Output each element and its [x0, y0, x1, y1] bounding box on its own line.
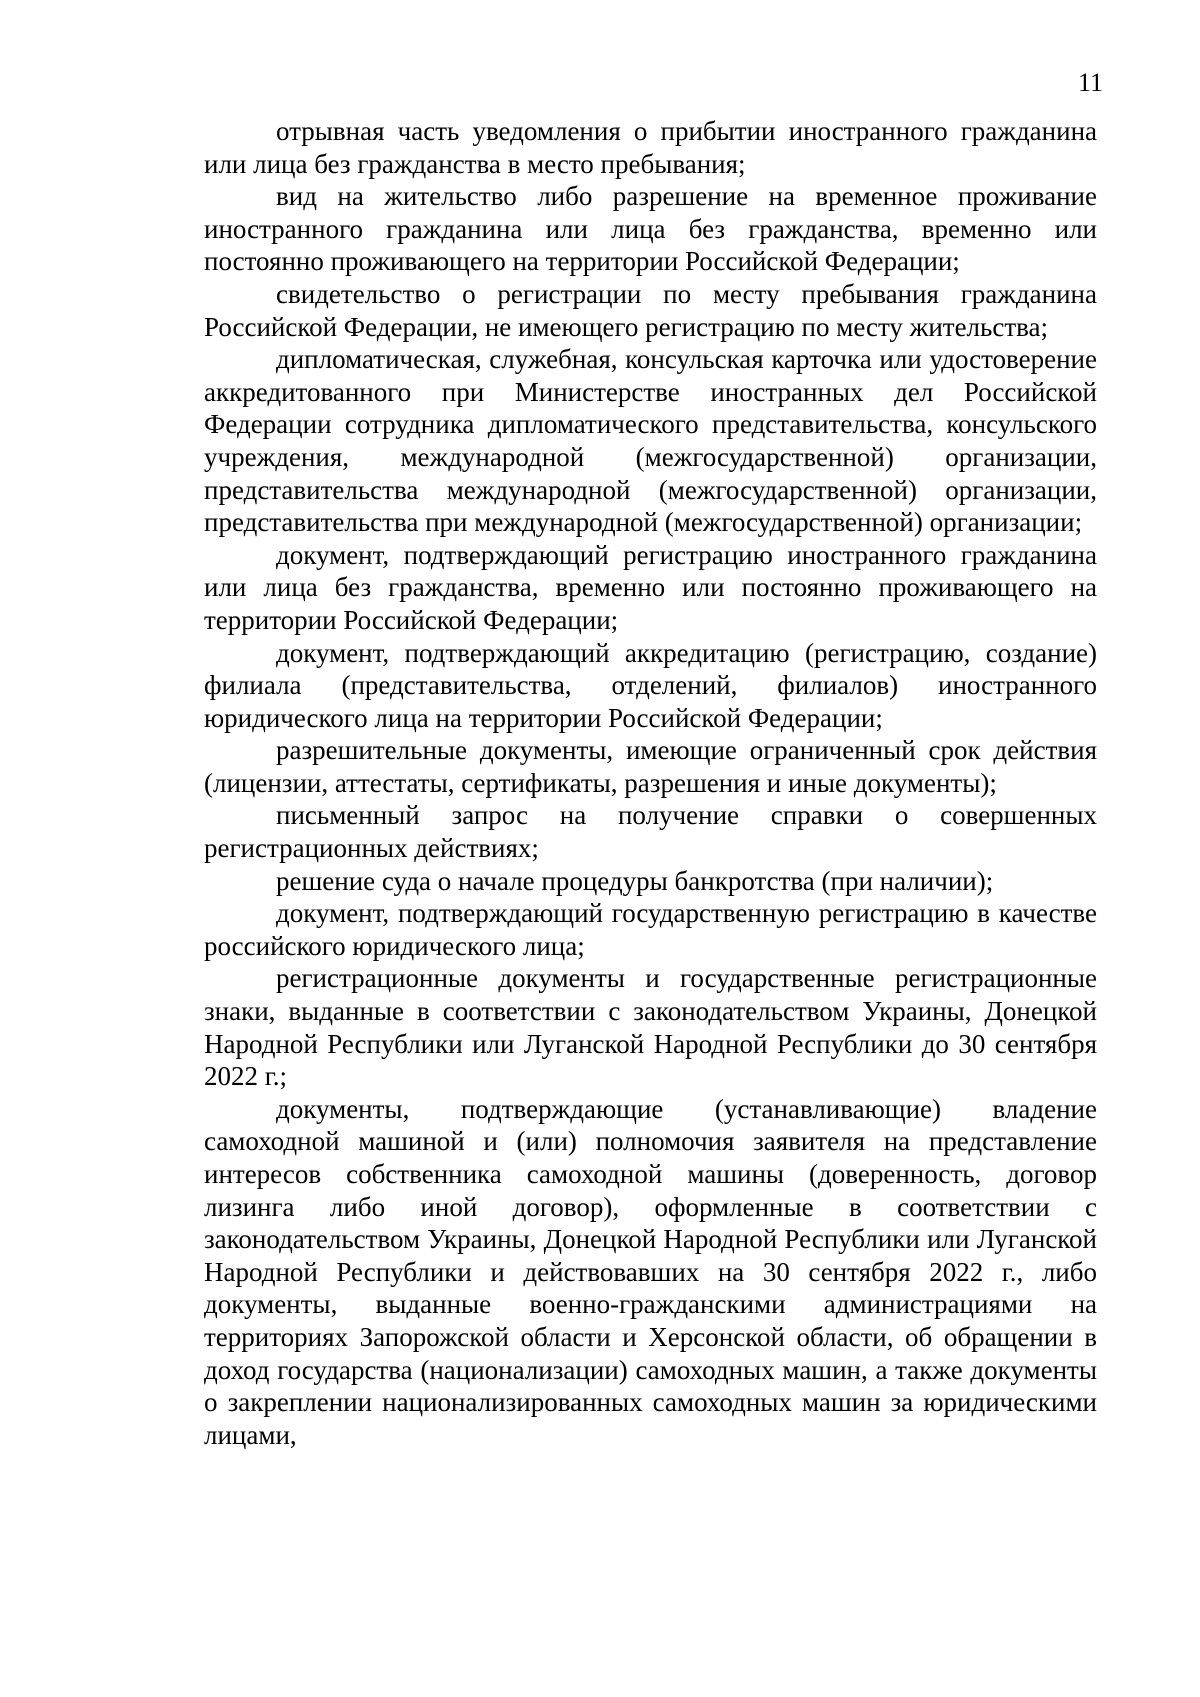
paragraph-diplomatic-card: дипломатическая, служебная, консульская карточка или удостоверение аккредитованного при Министерстве иностранных дел Российской Федерации сотрудника дипломатического представительства, консульского учреждения, международной (межгосударственной) организации, представительства международной (межгосударственной) организации, представительства при международной (межгосударственной) организации; [204, 344, 1097, 538]
paragraph-bankruptcy-decision: решение суда о начале процедуры банкротства (при наличии); [276, 865, 994, 896]
page-number: 11 [1077, 68, 1103, 97]
paragraph-permit-documents: разрешительные документы, имеющие ограниченный срок действия (лицензии, аттестаты, сертификаты, разрешения и иные документы); [204, 735, 1097, 798]
paragraph-ownership-documents: документы, подтверждающие (устанавливающие) владение самоходной машиной и (или) полномочия заявителя на представление интересов собственника самоходной машины (доверенность, договор лизинга либо иной договор), оформленные в соответствии с законодательством Украины, Донецкой Народной Республики или Луганской Народной Республики и действовавших на 30 сентября 2022 г., либо документы, выданные военно-гражданскими администрациями на территориях Запорожской области и Херсонской области, об обращении в доход государства (национализации) самоходных машин, а также документы о закреплении национализированных самоходных машин за юридическими лицами, [204, 1093, 1097, 1450]
paragraph-residence-permit: вид на жительство либо разрешение на временное проживание иностранного гражданина или лица без гражданства, временно или постоянно проживающего на территории Российской Федерации; [204, 181, 1097, 277]
paragraph-foreign-registration-document: документ, подтверждающий регистрацию иностранного гражданина или лица без гражданства, временно или постоянно проживающего на территории Российской Федерации; [204, 539, 1097, 635]
paragraph-detachable-notice: отрывная часть уведомления о прибытии иностранного гражданина или лица без гражданства в место пребывания; [204, 116, 1097, 179]
paragraph-registration-plates: регистрационные документы и государственные регистрационные знаки, выданные в соответствии с законодательством Украины, Донецкой Народной Республики или Луганской Народной Республики до 30 сентября 2022 г.; [204, 963, 1097, 1092]
document-body [204, 115, 1097, 1451]
paragraph-accreditation-document: документ, подтверждающий аккредитацию (регистрацию, создание) филиала (представительства, отделений, филиалов) иностранного юридического лица на территории Российской Федерации; [204, 637, 1097, 733]
paragraph-state-registration-document: документ, подтверждающий государственную регистрацию в качестве российского юридического лица; [204, 898, 1097, 961]
paragraph-written-request: письменный запрос на получение справки о совершенных регистрационных действиях; [204, 800, 1097, 864]
paragraph-registration-certificate: свидетельство о регистрации по месту пребывания гражданина Российской Федерации, не имеющего регистрацию по месту жительства; [204, 278, 1097, 342]
